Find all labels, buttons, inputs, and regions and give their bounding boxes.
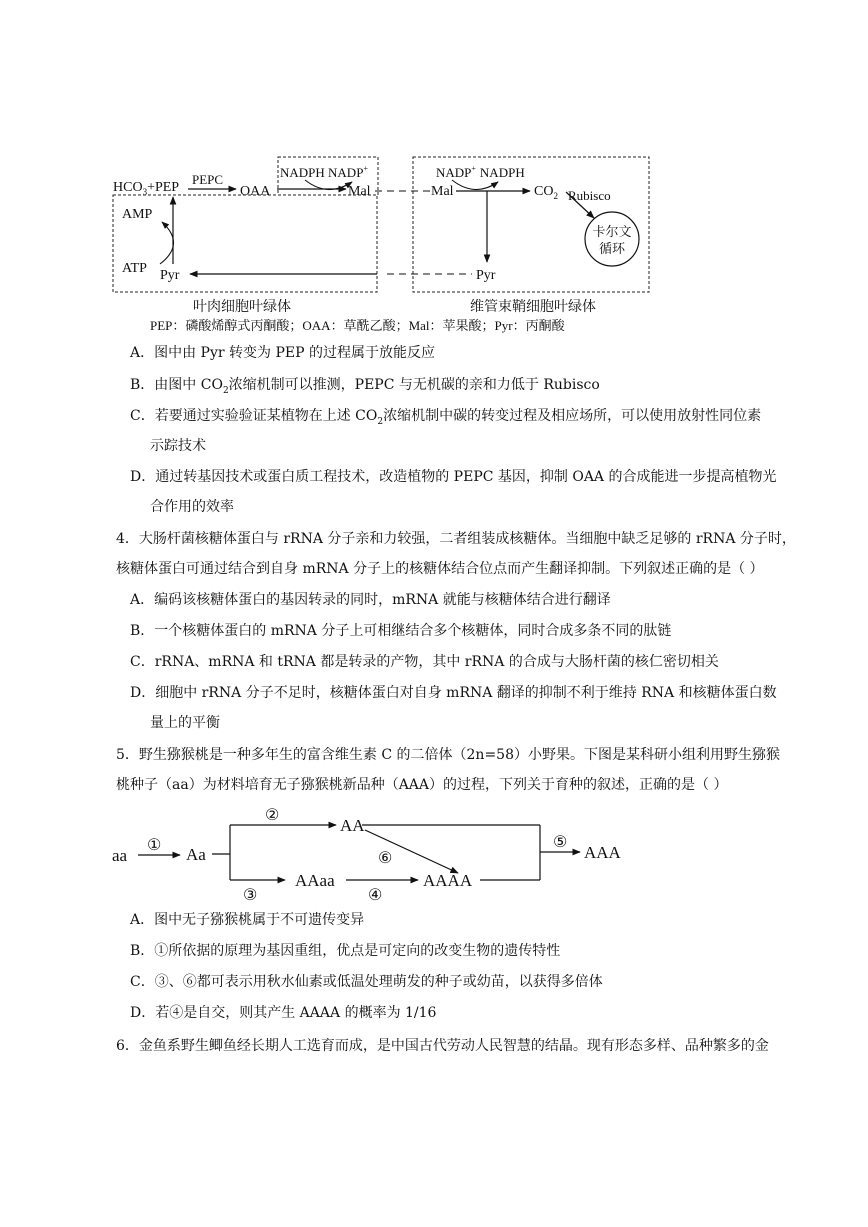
- step-1-label: ①: [147, 837, 162, 854]
- q3-c-post: 浓缩机制中碳的转变过程及相应场所，可以使用放射性同位素: [383, 408, 762, 424]
- breeding-diagram: [100, 800, 660, 910]
- step-2-label: ②: [265, 807, 280, 824]
- mal-right-label: Mal: [431, 184, 454, 199]
- aa-label: aa: [112, 846, 128, 865]
- nadph-curve-left: [305, 180, 352, 190]
- pyr-right-label: Pyr: [476, 268, 496, 283]
- q4-option-d: D．细胞中 rRNA 分子不足时，核糖体蛋白对自身 mRNA 翻译的抑制不利于维持 RNA 和核糖体蛋白数: [130, 685, 777, 701]
- q4-stem-1: 4．大肠杆菌核糖体蛋白与 rRNA 分子亲和力较强，二者组装成核糖体。当细胞中缺乏足够的 rRNA 分子时，: [116, 531, 796, 547]
- step-4-label: ④: [368, 887, 383, 904]
- q4-option-c: C．rRNA、mRNA 和 tRNA 都是转录的产物，其中 rRNA 的合成与大肠杆菌的核仁密切相关: [130, 654, 719, 670]
- calvin-label-2: 循环: [598, 241, 626, 256]
- nadp-curve-right: [452, 180, 498, 190]
- q6-stem-1: 6．金鱼系野生鲫鱼经长期人工选育而成，是中国古代劳动人民智慧的结晶。现有形态多样、品种繁多的金: [116, 1038, 769, 1054]
- q3-b-post: 浓缩机制可以推测，PEPC 与无机碳的亲和力低于 Rubisco: [228, 377, 600, 393]
- c4-pathway-diagram: [100, 148, 660, 338]
- atp-amp-curve: [160, 222, 174, 264]
- q3-c-sub: 2: [377, 416, 384, 427]
- AAA-label: AAA: [584, 843, 621, 862]
- atp-label: ATP: [122, 261, 147, 276]
- Aa-label: Aa: [186, 845, 206, 864]
- q3-c-pre: C．若要通过实验验证某植物在上述 CO: [130, 408, 378, 424]
- q4-stem-2: 核糖体蛋白可通过结合到自身 mRNA 分子上的核糖体结合位点而产生翻译抑制。下列叙述正确的是（ ）: [116, 561, 764, 577]
- step-6-label: ⑥: [378, 850, 393, 867]
- q3-option-d: D．通过转基因技术或蛋白质工程技术，改造植物的 PEPC 基因，抑制 OAA 的合成能进一步提高植物光: [130, 469, 777, 485]
- q5-option-a: A．图中无子猕猴桃属于不可遗传变异: [130, 912, 365, 928]
- q4-option-d-cont: 量上的平衡: [150, 715, 220, 731]
- q3-option-c-cont: 示踪技术: [150, 438, 206, 454]
- bundle-sheath-label: 维管束鞘细胞叶绿体: [470, 300, 596, 315]
- q3-b-sub: 2: [222, 385, 229, 396]
- step-5-label: ⑤: [553, 834, 568, 851]
- calvin-cycle-circle: [585, 212, 639, 266]
- q3-option-a: A．图中由 Pyr 转变为 PEP 的过程属于放能反应: [130, 345, 435, 361]
- q5-option-c: C．③、⑥都可表示用秋水仙素或低温处理萌发的种子或幼苗，以获得多倍体: [130, 974, 603, 990]
- rubisco-label: Rubisco: [568, 188, 611, 203]
- AAaa-label: AAaa: [295, 871, 335, 890]
- co2-label: $CO_2$: [534, 184, 558, 201]
- step-3-label: ③: [243, 887, 258, 904]
- amp-label: AMP: [122, 207, 153, 222]
- q3-option-c: [130, 406, 761, 432]
- calvin-label-1: 卡尔文: [592, 224, 632, 239]
- mesophyll-label: 叶肉细胞叶绿体: [193, 300, 291, 315]
- AAAA-label: AAAA: [423, 871, 473, 890]
- q5-option-d: D．若④是自交，则其产生 AAAA 的概率为 1/16: [130, 1005, 437, 1021]
- mal-left-label: Mal: [348, 184, 371, 199]
- pyr-left-label: Pyr: [160, 268, 180, 283]
- q3-b-pre: B．由图中 CO: [130, 377, 223, 393]
- mesophyll-box: [113, 195, 377, 292]
- pepc-label: PEPC: [192, 172, 224, 187]
- abbrev-legend: PEP：磷酸烯醇式丙酮酸；OAA：草酰乙酸；Mal：苹果酸；Pyr：丙酮酸: [150, 318, 565, 333]
- q3-option-d-cont: 合作用的效率: [150, 499, 234, 515]
- AA-label: AA: [340, 816, 365, 835]
- q5-option-b: B．①所依据的原理为基因重组，优点是可定向的改变生物的遗传特性: [130, 943, 561, 959]
- oaa-label: OAA: [240, 184, 271, 199]
- q4-option-a: A．编码该核糖体蛋白的基因转录的同时，mRNA 就能与核糖体结合进行翻译: [130, 592, 611, 608]
- q4-option-b: B．一个核糖体蛋白的 mRNA 分子上可相继结合多个核糖体，同时合成多条不同的肽链: [130, 623, 672, 639]
- nadph-nadp-left: NADPH NADP+: [280, 164, 368, 180]
- q5-stem-2: 桃种子（aa）为材料培育无子猕猴桃新品种（AAA）的过程，下列关于育种的叙述，正确的是（ ）: [116, 777, 728, 793]
- nadp-nadph-right: NADP+ NADPH: [436, 164, 525, 180]
- q5-stem-1: 5．野生猕猴桃是一种多年生的富含维生素 C 的二倍体（2n=58）小野果。下图是某科研小组利用野生猕猴: [116, 747, 780, 763]
- hco3-pep-label: $HCO_3+PEP$: [113, 180, 180, 197]
- q3-option-b: [130, 375, 600, 401]
